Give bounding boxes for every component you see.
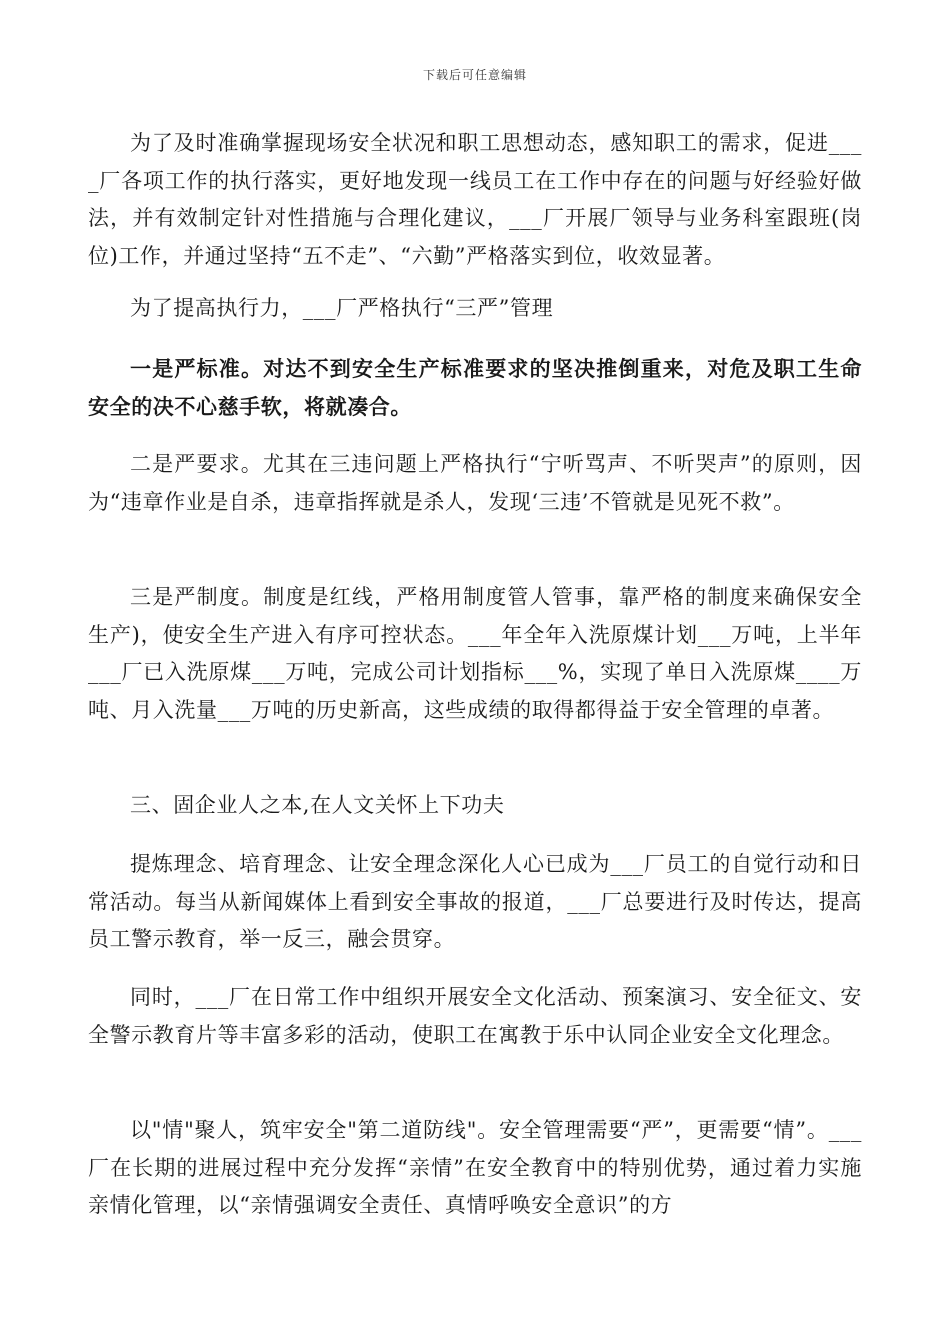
paragraph-safety-philosophy: 提炼理念、培育理念、让安全理念深化人心已成为___厂员工的自觉行动和日常活动。每当从新闻媒体上看到安全事故的报道，___厂总要进行及时传达，提高员工警示教育，举一反三，融会贯穿。: [88, 852, 862, 951]
section-heading-humanistic-care: 三、固企业人之本,在人文关怀上下功夫: [130, 793, 505, 817]
page-header-note: 下载后可任意编辑: [422, 68, 527, 82]
paragraph-strict-system: 三是严制度。制度是红线，严格用制度管人管事，靠严格的制度来确保安全生产)，使安全生产进入有序可控状态。___年全年入洗原煤计划___万吨，上半年___厂已入洗原煤___万吨，完成公司计划指标___%，实现了单日入洗原煤____万吨、月入洗量___万吨的历史新高，这些成绩的取得都得益于安全管理的卓著。: [88, 585, 862, 722]
paragraph-strict-standard: 一是严标准。对达不到安全生产标准要求的坚决推倒重来，对危及职工生命安全的决不心慈手软，将就凑合。: [88, 356, 862, 419]
paragraph-intro: 为了及时准确掌握现场安全状况和职工思想动态，感知职工的需求，促进____厂各项工作的执行落实，更好地发现一线员工在工作中存在的问题与好经验好做法，并有效制定针对性措施与合理化建议，___厂开展厂领导与业务科室跟班(岗位)工作，并通过坚持“五不走”、“六勤”严格落实到位，收效显著。: [88, 131, 862, 268]
paragraph-three-strict-heading: 为了提高执行力，___厂严格执行“三严”管理: [130, 296, 554, 320]
paragraph-affection-management: 以"情"聚人，筑牢安全"第二道防线"。安全管理需要“严”，更需要“情”。___厂在长期的进展过程中充分发挥“亲情”在安全教育中的特别优势，通过着力实施亲情化管理，以“亲情强调安全责任、真情呼唤安全意识”的方: [88, 1118, 862, 1217]
paragraph-safety-culture-activities: 同时，___厂在日常工作中组织开展安全文化活动、预案演习、安全征文、安全警示教育片等丰富多彩的活动，使职工在寓教于乐中认同企业安全文化理念。: [88, 985, 862, 1047]
paragraph-strict-requirement: 二是严要求。尤其在三违问题上严格执行“宁听骂声、不听哭声”的原则，因为“违章作业是自杀，违章指挥就是杀人，发现‘三违’不管就是见死不救”。: [88, 452, 862, 514]
